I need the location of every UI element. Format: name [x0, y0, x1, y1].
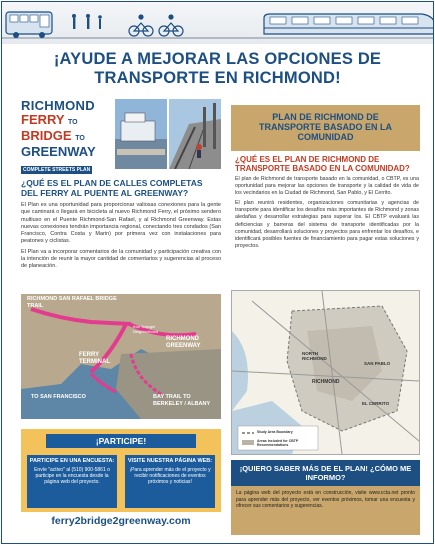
website-box — [125, 455, 215, 508]
legend-cbtp-areas: Areas Included for CBTP Recommendations — [257, 439, 299, 447]
participate-panel — [21, 429, 221, 512]
logo-ferry: FERRY — [21, 112, 65, 127]
study-area-map — [231, 290, 420, 455]
bus-icon — [6, 12, 52, 38]
aerial-route-map — [21, 294, 221, 419]
right-body-text — [235, 176, 419, 253]
logo-to-2: TO — [75, 135, 85, 142]
left-question-heading: ¿QUÉ ES EL PLAN DE CALLES COMPLETAS DEL FERRY AL PUENTE AL GREENWAY? — [21, 178, 203, 198]
website-heading: VISITE NUESTRA PÁGINA WEB: — [127, 458, 213, 464]
participate-header: ¡PARTICIPE! — [46, 434, 196, 448]
ferry-terminal-photo — [115, 99, 167, 169]
bicycle-icon — [129, 15, 183, 36]
info-text: La página web del proyecto está en construcción, visite www.ccta.net pronto para aprender más del proyecto, ver eventos próximos, tomar una encuesta y ofrecer sus comentarios y sugerencias. — [236, 490, 415, 510]
left-column — [21, 99, 221, 535]
flyer-page — [1, 1, 434, 544]
map-label-bridge-trail: RICHMOND SAN RAFAEL BRIDGE TRAIL — [27, 296, 117, 309]
transport-illustration — [2, 2, 433, 44]
survey-heading: PARTICIPE EN UNA ENCUESTA: — [29, 458, 115, 464]
info-header: ¡QUIERO SABER MÁS DE EL PLAN! ¿CÓMO ME INFORMO? — [231, 460, 420, 486]
bridge-trail-photo — [169, 99, 221, 169]
map-label-iron-triangle: Iron Triangle Neighborhood — [133, 324, 159, 334]
logo-richmond: RICHMOND — [21, 98, 95, 113]
header-illustration — [2, 2, 433, 44]
logo-bridge: BRIDGE — [21, 128, 72, 143]
website-text: ¡Para aprender más de el proyecto y recibir notificaciones de eventos próximos y noticias! — [129, 466, 211, 485]
map-label-richmond: RICHMOND — [312, 379, 340, 385]
map-label-north-richmond: NORTH RICHMOND — [302, 351, 327, 361]
map-label-greenway: RICHMOND GREENWAY — [166, 336, 201, 349]
right-question-heading: ¿QUÉ ES EL PLAN DE RICHMOND DE TRANSPORTE BASADO EN LA COMUNIDAD? — [235, 155, 410, 173]
cbtp-header — [231, 105, 420, 151]
project-website-link[interactable]: ferry2bridge2greenway.com — [51, 515, 191, 527]
map-label-el-cerrito: EL CERRITO — [362, 401, 390, 406]
survey-box — [27, 455, 117, 508]
logo-subtitle: COMPLETE STREETS PLAN — [23, 167, 91, 173]
right-paragraph-2: El plan reunirá residentes, organizaciones comunitarias y agencias de transporte para identificar los desafíos más importantes de Richmond y zonas aledañas y desarrollar estrategias para superar los. El CBTP evaluará las deficiencias y barreras del sistema de transporte identificadas por la comunidad, desarrollará soluciones y proyectos para enfrentar los desafíos, e identificará posibles fuentes de financiamiento para pagar estas soluciones y proyectos. — [235, 200, 419, 249]
map-label-san-francisco: TO SAN FRANCISCO — [31, 394, 86, 400]
page-title — [2, 50, 433, 90]
logo-to-1: TO — [67, 119, 78, 126]
map-label-san-pablo: SAN PABLO — [364, 361, 391, 366]
right-column — [231, 105, 420, 535]
left-paragraph-2: El Plan va a incorporar comentarios de la comunidad y participación creativa con la intención de reunir la mayor cantidad de comentarios y sugerencias al proceso de planeación. — [21, 248, 221, 270]
title-line-2: TRANSPORTE EN RICHMOND! — [94, 69, 341, 87]
legend-study-area: Study Area Boundary — [257, 430, 293, 434]
map-label-bay-trail: BAY TRAIL TO BERKELEY / ALBANY — [153, 394, 211, 407]
train-icon — [264, 14, 433, 34]
info-panel — [231, 460, 420, 535]
cbtp-header-text: PLAN DE RICHMOND DE TRANSPORTE BASADO EN LA COMUNIDAD — [258, 112, 392, 142]
left-body-text — [21, 202, 221, 274]
logo-greenway: GREENWAY — [21, 144, 96, 159]
project-logo — [21, 98, 113, 173]
title-line-1: ¡AYUDE A MEJORAR LAS OPCIONES DE — [53, 50, 382, 68]
pedestrians-icon — [72, 14, 102, 29]
map-label-ferry-terminal: FERRY TERMINAL — [79, 352, 110, 365]
survey-text: Envíe "activo" al (510) 900-5861 o participe en la encuesta desde la página web del proyecto. — [34, 466, 110, 485]
left-paragraph-1: El Plan es una oportunidad para proporcionar valiosas conexiones para la gente que caminará o llegará en bicicleta al nuevo Richmond Ferry, el próximo sendero multiuso en el Puente Richmond-San Rafael, y al Richmond Greenway. Estas nuevas conexiones tendrán importancia regional, conectando tres condados (San Francisco, Contra Costa y Marin) por primera vez con instalaciones para peatones y ciclistas. — [21, 202, 221, 245]
right-paragraph-1: El plan de Richmond de transporte basado en la comunidad, o CBTP, es una oportunidad para mejorar las opciones de transporte y la calidad de vida de los vecindarios en la Ciudad de Richmond, San Pablo, y El Cerrito. — [235, 176, 419, 197]
